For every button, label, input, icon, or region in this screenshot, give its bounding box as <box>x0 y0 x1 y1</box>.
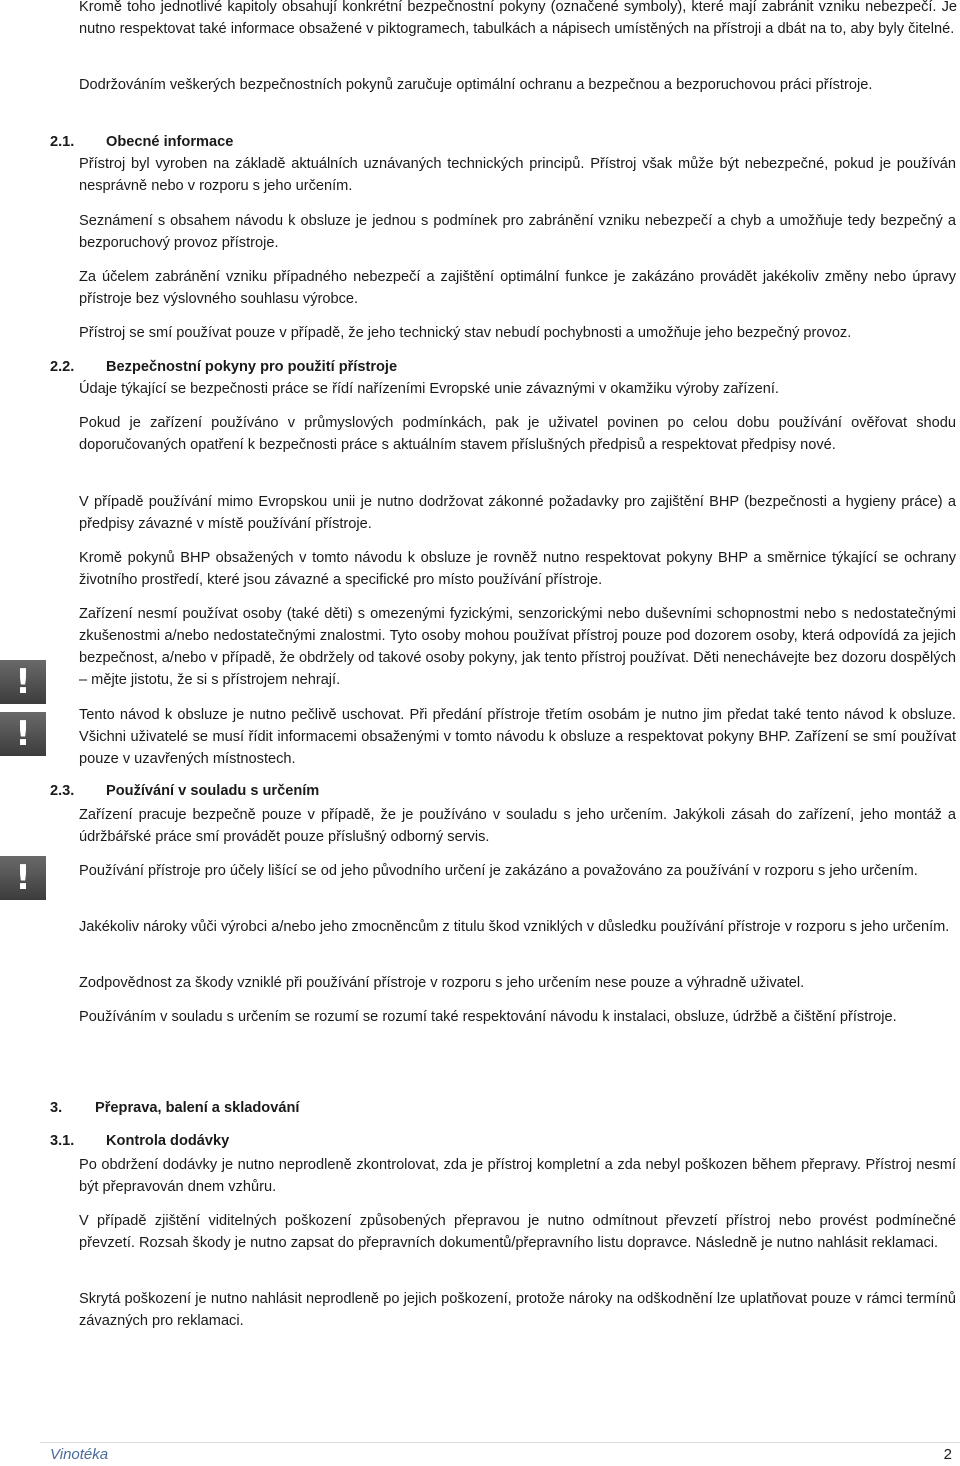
exclamation-warning-icon: ! <box>15 714 31 754</box>
s23-paragraph-5: Používáním v souladu s určením se rozumí se rozumí také respektování návodu k instalaci, obsluze, údržbě a čištění přístroje. <box>79 1009 897 1025</box>
section-number: 2.2. <box>50 359 75 375</box>
s21-paragraph-1: Přístroj byl vyroben na základě aktuálních uznávaných technických principů. Přístroj však může být nebezpečné, pokud je používán nesprávně nebo v rozporu s jeho určením. <box>79 156 956 194</box>
section-number: 3. <box>50 1100 63 1116</box>
exclamation-warning-icon: ! <box>15 662 31 702</box>
section-title: Přeprava, balení a skladování <box>95 1100 300 1116</box>
s22-paragraph-3: V případě používání mimo Evropskou unii je nutno dodržovat zákonné požadavky pro zajištění BHP (bezpečnosti a hygieny práce) a předpisy závazné v místě používání přístroje. <box>79 494 956 532</box>
exclamation-warning-icon: ! <box>15 858 31 898</box>
section-title: Bezpečnostní pokyny pro použití přístroje <box>106 359 398 375</box>
s21-paragraph-3: Za účelem zabránění vzniku případného nebezpečí a zajištění optimální funkce je zakázáno provádět jakékoliv změny nebo úpravy přístroje bez výslovného souhlasu výrobce. <box>79 269 956 307</box>
s23-paragraph-1: Zařízení pracuje bezpečně pouze v případě, že je používáno v souladu s jeho určením. Jakýkoli zásah do zařízení, jeho montáž a údržbářské práce smí provádět pouze příslušný odborný servis. <box>79 807 956 845</box>
s23-paragraph-4: Zodpovědnost za škody vzniklé při používání přístroje v rozporu s jeho určením nese pouze a výhradně uživatel. <box>79 975 805 991</box>
intro-paragraph-1: Kromě toho jednotlivé kapitoly obsahují konkrétní bezpečnostní pokyny (označené symboly), které mají zabránit vzniku nebezpečí. Je nutno respektovat také informace obsažené v piktogramech, tabulkách a nápisech umístěných na přístroji a dbát na to, aby byly čitelné. <box>79 0 957 37</box>
section-2-2-heading <box>50 356 550 378</box>
section-number: 3.1. <box>50 1133 75 1149</box>
s22-paragraph-4: Kromě pokynů BHP obsažených v tomto návodu k obsluze je rovněž nutno respektovat pokyny BHP a směrnice týkající se ochrany životního prostředí, které jsou závazné a specifické pro místo používání přístroje. <box>79 550 956 588</box>
s31-paragraph-2: V případě zjištění viditelných poškození způsobených přepravou je nutno odmítnout převzetí přístroj nebo provést podmínečné převzetí. Rozsah škody je nutno zapsat do přepravních dokumentů/přepravního listu dopravce. Následně je nutno nahlásit reklamaci. <box>79 1213 956 1251</box>
s31-paragraph-1: Po obdržení dodávky je nutno neprodleně zkontrolovat, zda je přístroj kompletní a zda nebyl poškozen během přepravy. Přístroj nesmí být přepravován dnem vzhůru. <box>79 1157 956 1195</box>
s23-paragraph-3: Jakékoliv nároky vůči výrobci a/nebo jeho zmocněncům z titulu škod vzniklých v důsledku používání přístroje v rozporu s jeho určením. <box>79 919 950 935</box>
footer-divider <box>40 1442 960 1443</box>
section-2-3-heading <box>50 780 550 802</box>
section-title: Obecné informace <box>106 134 234 150</box>
warning-icon <box>0 712 46 756</box>
section-3-1-heading <box>50 1130 550 1152</box>
footer-brand: Vinotéka <box>50 1446 109 1463</box>
section-title: Používání v souladu s určením <box>106 783 320 799</box>
section-title: Kontrola dodávky <box>106 1133 230 1149</box>
s22-paragraph-1: Údaje týkající se bezpečnosti práce se řídí nařízeními Evropské unie závaznými v okamžiku výroby zařízení. <box>79 381 779 397</box>
section-2-1-heading <box>50 131 450 153</box>
section-3-heading <box>50 1097 550 1119</box>
section-number: 2.1. <box>50 134 75 150</box>
intro-paragraph-2: Dodržováním veškerých bezpečnostních pokynů zaručuje optimální ochranu a bezpečnou a bezporuchovou práci přístroje. <box>79 77 873 93</box>
section-number: 2.3. <box>50 783 75 799</box>
s21-paragraph-2: Seznámení s obsahem návodu k obsluze je jednou s podmínek pro zabránění vzniku nebezpečí a chyb a umožňuje tedy bezpečný a bezporuchový provoz přístroje. <box>79 213 956 251</box>
s31-paragraph-3: Skrytá poškození je nutno nahlásit neprodleně po jejich poškození, protože nároky na odškodnění lze uplatňovat pouze v rámci termínů závazných pro reklamaci. <box>79 1291 956 1329</box>
s22-paragraph-2: Pokud je zařízení používáno v průmyslových podmínkách, pak je uživatel povinen po celou dobu používání ověřovat shodu doporučovaných opatření k bezpečnosti práce s aktuálním stavem příslušných předpisů a respektovat předpisy nové. <box>79 415 956 453</box>
warning-icon <box>0 660 46 704</box>
s22-paragraph-5: Zařízení nesmí používat osoby (také děti) s omezenými fyzickými, senzorickými nebo duševními schopnostmi nebo s nedostatečnými zkušenostmi a/nebo nedostatečnými znalostmi. Tyto osoby mohou používat přístroj pouze pod dozorem osoby, která odpovídá za jejich bezpečnost, a/nebo v případě, že obdržely od takové osoby pokyny, jak tento přístroj používat. Děti nenechávejte bez dozoru dospělých – mějte jistotu, že si s přístrojem nehrají. <box>79 606 956 688</box>
s21-paragraph-4: Přístroj se smí používat pouze v případě, že jeho technický stav nebudí pochybnosti a umožňuje jeho bezpečný provoz. <box>79 325 852 341</box>
s22-paragraph-6: Tento návod k obsluze je nutno pečlivě uschovat. Při předání přístroje třetím osobám je nutno jim předat také tento návod k obsluze. Všichni uživatelé se musí řídit informacemi obsaženými v tomto návodu k obsluze a respektovat pokyny BHP. Zařízení se smí používat pouze v uzavřených místnostech. <box>79 707 956 767</box>
s23-paragraph-2: Používání přístroje pro účely lišící se od jeho původního určení je zakázáno a považováno za používání v rozporu s jeho určením. <box>79 863 918 879</box>
page-number: 2 <box>943 1446 952 1463</box>
warning-icon <box>0 856 46 900</box>
